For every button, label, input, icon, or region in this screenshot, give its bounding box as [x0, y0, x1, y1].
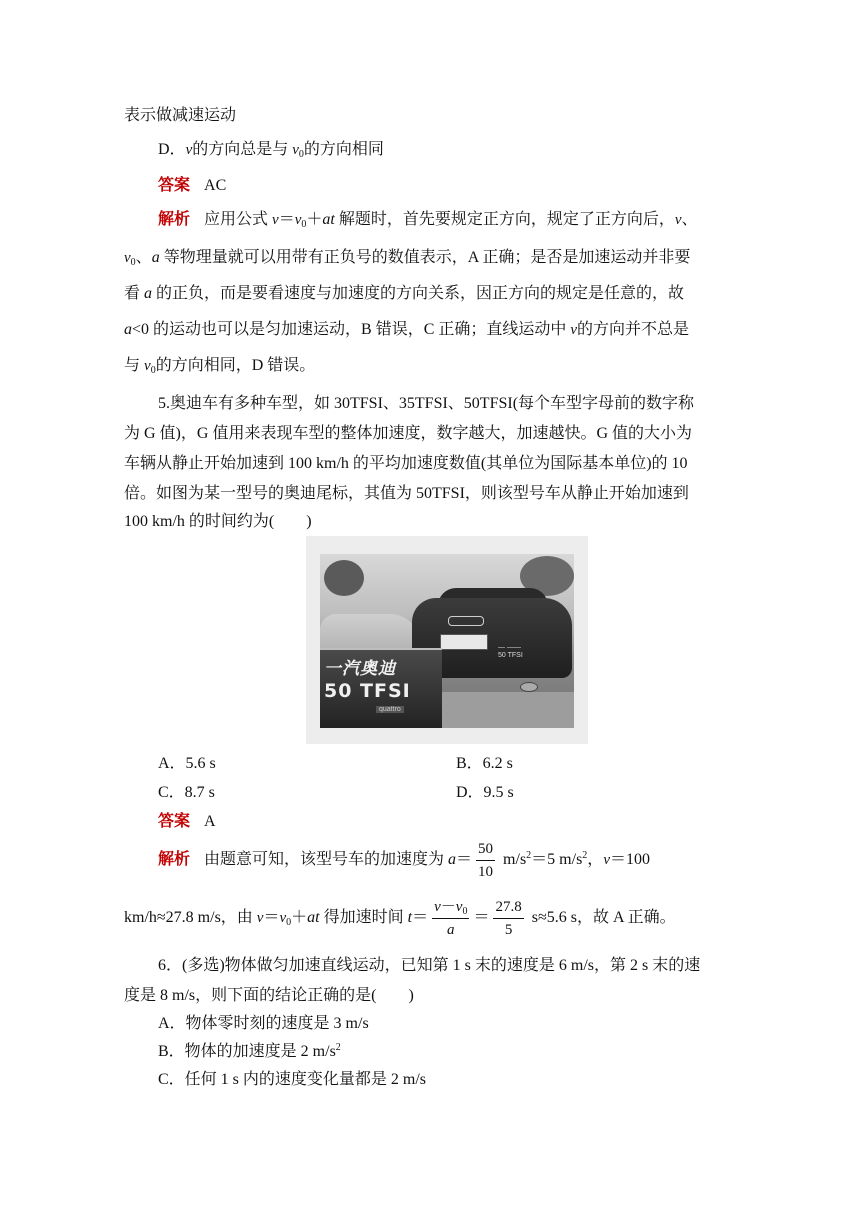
minus-sign: － [440, 898, 456, 915]
option-text: 的方向相同 [303, 141, 384, 158]
initial-velocity-symbol: v [455, 898, 463, 915]
plus-sign: ＋ [306, 211, 323, 228]
badge-closeup [320, 648, 442, 728]
q6-option-a: A．物体零时刻的速度是 3 m/s [158, 1015, 369, 1032]
q4-analysis-line-1 [158, 210, 698, 230]
badge-brand-text: 一汽奥迪 [324, 659, 396, 679]
analysis-text: ＝100 [609, 851, 650, 868]
acceleration-symbol: a [124, 321, 132, 338]
q4-option-d [158, 140, 384, 160]
analysis-text: m/s [499, 851, 527, 868]
superscript: 2 [582, 850, 588, 861]
fraction-denominator: 10 [478, 863, 494, 880]
analysis-text: 解题时，首先要规定正方向，规定了正方向后， [334, 211, 675, 228]
option-letter: D． [158, 141, 186, 158]
q6-option-c: C．任何 1 s 内的速度变化量都是 2 m/s [158, 1071, 427, 1088]
subscript: 0 [301, 219, 307, 230]
initial-velocity-symbol: v [279, 910, 287, 926]
exhaust-pipe [520, 682, 538, 692]
superscript: 2 [526, 850, 532, 861]
analysis-text: ＝5 m/s [531, 851, 583, 868]
initial-velocity-symbol: v [292, 142, 299, 158]
fraction-denominator: a [447, 921, 455, 938]
option-text: B．物体的加速度是 2 m/s [158, 1043, 336, 1060]
analysis-label: 解析 [158, 211, 191, 228]
velocity-symbol: v [674, 212, 682, 228]
q5-options-row-2 [158, 783, 758, 803]
analysis-text: km/h≈27.8 m/s，由 [124, 909, 257, 926]
option-d: D．9.5 s [456, 784, 514, 801]
analysis-text: 的方向相同，D 错误。 [155, 357, 316, 374]
analysis-label: 解析 [158, 851, 191, 868]
equals-sign: ＝ [456, 851, 473, 868]
analysis-text: 等物理量就可以用带有正负号的数值表示，A 正确；是否是加速运动并非要 [159, 249, 691, 266]
audi-badge-photo [306, 536, 588, 744]
q5-answer [158, 812, 216, 832]
answer-value: A [204, 813, 216, 830]
velocity-symbol: v [570, 322, 578, 338]
at-term: at [322, 211, 335, 228]
fraction [476, 840, 495, 881]
subscript: 0 [286, 917, 292, 928]
trunk-badge: — —— 50 TFSI [498, 644, 523, 659]
subscript: 0 [298, 149, 304, 160]
answer-value: AC [204, 177, 227, 194]
analysis-text: s≈5.6 s，故 A 正确。 [527, 909, 676, 926]
analysis-text: 、 [135, 249, 152, 266]
tree-shape [324, 560, 364, 596]
equals-sign: ＝ [473, 909, 490, 926]
at-term: at [307, 909, 320, 926]
analysis-text: 看 [124, 285, 145, 302]
fraction [493, 898, 523, 939]
fraction [432, 898, 469, 939]
acceleration-symbol: a [448, 851, 457, 868]
analysis-text: 的正负，而是要看速度与加速度的方向关系，因正方向的规定是任意的，故 [152, 285, 685, 302]
q4-continuation-text: 表示做减速运动 [124, 107, 237, 124]
badge-model-text: 50 TFSI [324, 680, 411, 702]
analysis-text: ， [587, 851, 604, 868]
subscript: 0 [150, 365, 156, 376]
fraction-numerator: 27.8 [493, 898, 523, 919]
q5-analysis-line-2 [124, 896, 676, 940]
option-a: A．5.6 s [158, 755, 216, 772]
fraction-numerator [432, 898, 469, 919]
audi-rings-icon [448, 616, 484, 626]
time-symbol: t [407, 909, 413, 926]
q5-stem-line-1: 5.奥迪车有多种车型，如 30TFSI、35TFSI、50TFSI(每个车型字母前的数字称 [158, 395, 695, 412]
equals-sign: ＝ [263, 909, 280, 926]
license-plate [440, 634, 488, 650]
subscript: 0 [130, 257, 136, 268]
velocity-symbol: v [256, 910, 264, 926]
photo-frame [320, 554, 574, 728]
analysis-text: 与 [124, 357, 145, 374]
velocity-symbol: v [603, 852, 610, 868]
q5-analysis-line-1 [158, 838, 650, 882]
equals-sign: ＝ [278, 211, 295, 228]
initial-velocity-symbol: v [294, 212, 302, 228]
initial-velocity-symbol: v [144, 358, 151, 374]
q6-stem-line-2: 度是 8 m/s，则下面的结论正确的是( ) [124, 987, 414, 1004]
fraction-denominator: 5 [504, 921, 513, 938]
q5-stem-line-3: 车辆从静止开始加速到 100 km/h 的平均加速度数值(其单位为国际基本单位)的 10 [124, 455, 688, 472]
q6-stem-line-1: 6．(多选)物体做匀加速直线运动，已知第 1 s 末的速度是 6 m/s，第 2 s 末的速 [158, 957, 701, 974]
acceleration-symbol: a [144, 285, 153, 302]
q5-options-row-1 [158, 754, 758, 774]
analysis-text: <0 的运动也可以是匀加速运动，B 错误，C 正确；直线运动中 [132, 321, 571, 338]
option-b: B．6.2 s [456, 755, 513, 772]
q4-analysis-line-4 [124, 320, 689, 340]
q4-analysis-line-5 [124, 356, 315, 376]
acceleration-symbol: a [151, 249, 160, 266]
analysis-text: 、 [681, 211, 698, 228]
equals-sign: ＝ [412, 909, 429, 926]
analysis-text: 得加速时间 [319, 909, 408, 926]
q4-answer [158, 176, 226, 196]
subscript: 0 [462, 905, 468, 917]
analysis-text: 由题意可知，该型号车的加速度为 [204, 851, 449, 868]
velocity-symbol: v [272, 212, 279, 228]
plus-sign: ＋ [291, 909, 308, 926]
velocity-symbol: v [185, 142, 193, 158]
analysis-text: 的方向并不总是 [577, 321, 690, 338]
fraction-numerator: 50 [476, 840, 495, 861]
q4-analysis-line-2 [124, 248, 690, 268]
q5-stem-line-4: 倍。如图为某一型号的奥迪尾标，其值为 50TFSI，则该型号车从静止开始加速到 [124, 485, 689, 502]
superscript: 2 [335, 1042, 341, 1053]
option-text: 的方向总是与 [192, 141, 293, 158]
analysis-text: 应用公式 [204, 211, 273, 228]
badge-sub-text: quattro [376, 706, 404, 713]
initial-velocity-symbol: v [124, 250, 131, 266]
q4-analysis-line-3 [124, 284, 684, 304]
option-c: C．8.7 s [158, 784, 215, 801]
velocity-symbol: v [434, 898, 441, 915]
q5-stem-line-2: 为 G 值)，G 值用来表现车型的整体加速度，数字越大，加速越快。G 值的大小为 [124, 425, 692, 442]
q5-stem-line-5: 100 km/h 的时间约为( ) [124, 513, 312, 530]
answer-label: 答案 [158, 177, 191, 194]
q6-option-b [158, 1042, 341, 1062]
answer-label: 答案 [158, 813, 191, 830]
